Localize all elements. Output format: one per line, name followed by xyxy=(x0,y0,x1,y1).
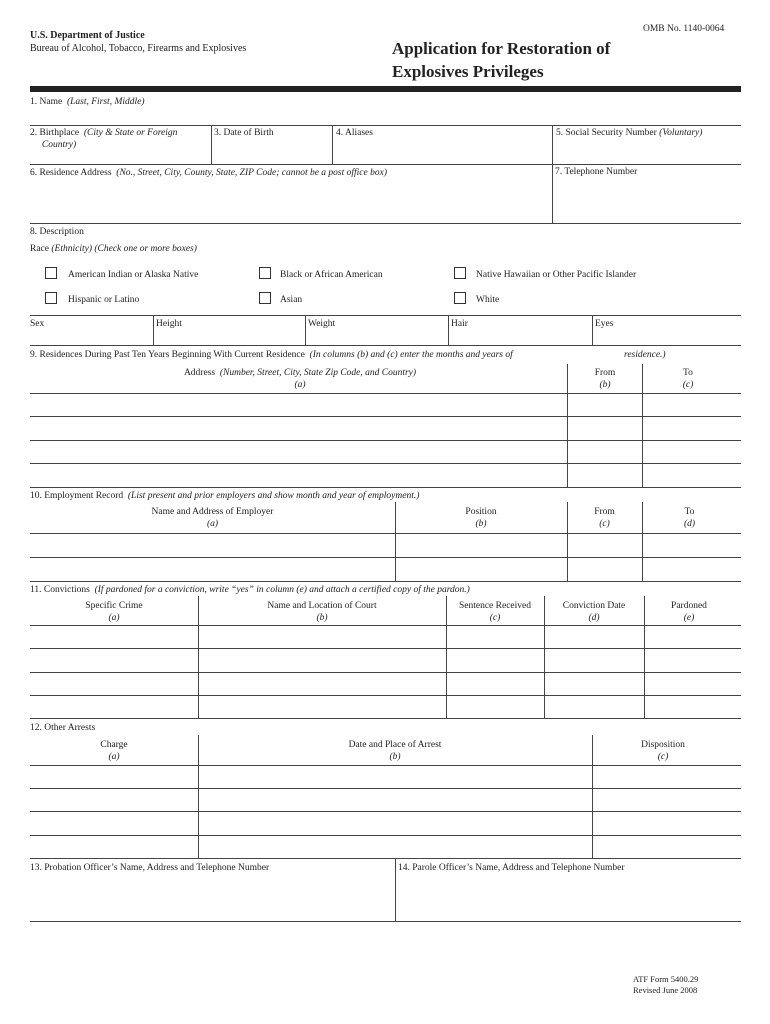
col-letter: (b) xyxy=(389,752,401,762)
telephone-label: 7. Telephone Number xyxy=(555,167,638,177)
col-letter: (a) xyxy=(206,519,219,529)
col-to-header: To xyxy=(683,368,693,378)
parole-officer-input[interactable] xyxy=(398,876,738,918)
other-arrests-label: 12. Other Arrests xyxy=(30,723,96,733)
table-row xyxy=(30,788,741,789)
col-court-header: Name and Location of Court xyxy=(267,601,377,611)
divider xyxy=(30,718,741,719)
height-input[interactable] xyxy=(156,331,302,344)
aliases-label: 4. Aliases xyxy=(336,128,373,138)
divider xyxy=(332,125,333,164)
checkbox-hispanic[interactable] xyxy=(45,292,57,304)
col-address-header: Address (Number, Street, City, State Zip Code, and Country) xyxy=(183,368,417,378)
option-label: White xyxy=(476,295,500,305)
option-label: Hispanic or Latino xyxy=(68,295,140,305)
divider xyxy=(567,364,568,487)
col-letter: (e) xyxy=(683,613,695,623)
table-row xyxy=(30,765,741,766)
table-row xyxy=(30,440,741,441)
col-letter: (b) xyxy=(316,613,328,623)
col-sentence-header: Sentence Received xyxy=(458,601,531,611)
birthplace-label: 2. Birthplace (City & State or Foreign Country) xyxy=(30,128,178,150)
description-label: 8. Description xyxy=(30,227,84,237)
col-to-header: To xyxy=(684,507,695,517)
col-charge-header: Charge xyxy=(100,740,128,750)
divider xyxy=(395,858,396,921)
col-position-header: Position xyxy=(465,507,497,517)
omb-number: OMB No. 1140-0064 xyxy=(643,24,725,34)
col-from-header: From xyxy=(594,507,615,517)
divider xyxy=(448,315,449,345)
col-crime-header: Specific Crime xyxy=(85,601,143,611)
ssn-label: 5. Social Security Number (Voluntary) xyxy=(556,128,703,138)
col-letter: (c) xyxy=(489,613,501,623)
ssn-input[interactable] xyxy=(556,142,740,162)
header-rule xyxy=(30,86,741,92)
table-row xyxy=(30,672,741,673)
divider xyxy=(211,125,212,164)
divider xyxy=(552,164,553,223)
parole-officer-label: 14. Parole Officer’s Name, Address and Telephone Number xyxy=(398,863,625,873)
divider xyxy=(592,315,593,345)
col-letter: (b) xyxy=(475,519,487,529)
form-number: ATF Form 5400.29 xyxy=(633,974,699,984)
divider xyxy=(30,487,741,488)
sex-label: Sex xyxy=(30,319,45,329)
dob-label: 3. Date of Birth xyxy=(214,128,274,138)
department-name: U.S. Department of Justice xyxy=(30,30,145,41)
divider xyxy=(30,125,741,126)
col-conviction-date-header: Conviction Date xyxy=(562,601,626,611)
probation-officer-input[interactable] xyxy=(30,876,390,918)
divider xyxy=(552,125,553,164)
table-row xyxy=(30,835,741,836)
hair-input[interactable] xyxy=(451,331,589,344)
option-label: Black or African American xyxy=(280,270,383,280)
table-row xyxy=(30,557,741,558)
form-title-line1: Application for Restoration of xyxy=(392,39,611,58)
weight-input[interactable] xyxy=(308,331,445,344)
checkbox-black[interactable] xyxy=(259,267,271,279)
table-row xyxy=(30,463,741,464)
telephone-input[interactable] xyxy=(556,181,740,221)
checkbox-native-hawaiian[interactable] xyxy=(454,267,466,279)
col-disposition-header: Disposition xyxy=(641,740,685,750)
residence-address-label: 6. Residence Address (No., Street, City, County, State, ZIP Code; cannot be a post office box) xyxy=(30,168,387,178)
col-letter: (a) xyxy=(108,752,120,762)
divider xyxy=(642,502,643,581)
hair-label: Hair xyxy=(451,319,468,329)
divider xyxy=(642,364,643,487)
residences-hint-end: residence.) xyxy=(624,350,666,360)
residences-label: 9. Residences During Past Ten Years Beginning With Current Residence (In columns (b) and (c) enter the months and years of xyxy=(30,350,513,360)
divider xyxy=(198,735,199,858)
aliases-input[interactable] xyxy=(336,142,550,162)
divider xyxy=(30,581,741,582)
col-letter: (d) xyxy=(683,519,696,529)
divider xyxy=(446,596,447,718)
table-row xyxy=(30,648,741,649)
col-letter: (d) xyxy=(588,613,600,623)
col-letter: (a) xyxy=(108,613,120,623)
divider xyxy=(30,223,741,224)
convictions-label: 11. Convictions (If pardoned for a conviction, write “yes” in column (e) and attach a certified copy of the pardon.) xyxy=(30,585,470,595)
probation-officer-label: 13. Probation Officer’s Name, Address and Telephone Number xyxy=(30,863,270,873)
employment-label: 10. Employment Record (List present and prior employers and show month and year of employment.) xyxy=(30,491,420,501)
dob-input[interactable] xyxy=(214,142,330,162)
option-label: Asian xyxy=(280,295,303,305)
eyes-label: Eyes xyxy=(595,319,614,329)
race-label: Race (Ethnicity) (Check one or more boxes) xyxy=(30,244,197,254)
divider xyxy=(198,596,199,718)
table-row xyxy=(30,625,741,626)
sex-input[interactable] xyxy=(30,331,150,344)
divider xyxy=(544,596,545,718)
table-row xyxy=(30,393,741,394)
divider xyxy=(30,315,741,316)
divider xyxy=(644,596,645,718)
table-row xyxy=(30,695,741,696)
col-letter: (b) xyxy=(599,380,611,390)
option-label: Native Hawaiian or Other Pacific Islander xyxy=(476,270,637,280)
col-employer-header: Name and Address of Employer xyxy=(151,507,274,517)
divider xyxy=(30,164,741,165)
checkbox-white[interactable] xyxy=(454,292,466,304)
col-letter: (c) xyxy=(682,380,694,390)
height-label: Height xyxy=(156,319,182,329)
divider xyxy=(592,735,593,858)
col-letter: (c) xyxy=(599,519,610,529)
name-label: 1. Name (Last, First, Middle) xyxy=(30,97,145,107)
bureau-name: Bureau of Alcohol, Tobacco, Firearms and Explosives xyxy=(30,43,247,54)
birthplace-input[interactable] xyxy=(30,150,210,163)
checkbox-american-indian[interactable] xyxy=(45,267,57,279)
col-letter: (c) xyxy=(657,752,669,762)
divider xyxy=(30,858,741,859)
col-arrest-header: Date and Place of Arrest xyxy=(348,740,442,750)
divider xyxy=(305,315,306,345)
name-input[interactable] xyxy=(30,108,741,124)
divider xyxy=(567,502,568,581)
divider xyxy=(153,315,154,345)
col-from-header: From xyxy=(594,368,616,378)
form-revision: Revised June 2008 xyxy=(633,985,698,995)
table-row xyxy=(30,416,741,417)
table-row xyxy=(30,533,741,534)
eyes-input[interactable] xyxy=(595,331,740,344)
divider xyxy=(30,345,741,346)
divider xyxy=(30,921,741,922)
weight-label: Weight xyxy=(308,319,336,329)
checkbox-asian[interactable] xyxy=(259,292,271,304)
col-letter: (a) xyxy=(294,380,306,390)
residence-address-input[interactable] xyxy=(30,181,548,221)
option-label: American Indian or Alaska Native xyxy=(68,270,199,280)
col-pardoned-header: Pardoned xyxy=(671,601,707,611)
divider xyxy=(395,502,396,581)
table-row xyxy=(30,811,741,812)
form-title-line2: Explosives Privileges xyxy=(392,62,544,81)
